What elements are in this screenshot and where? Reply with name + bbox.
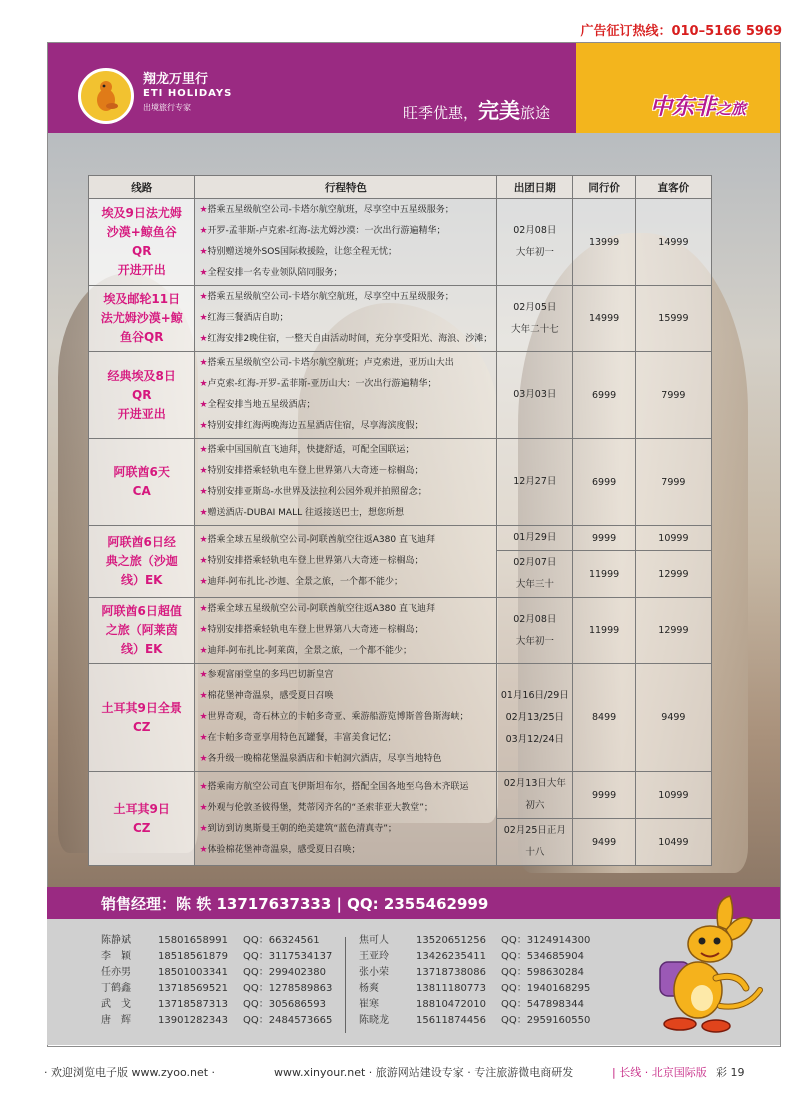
route-name-cell [89,598,195,664]
star-icon: ★ [199,625,208,635]
peer-price-cell: 6999 [573,439,635,526]
feature-item [199,530,492,551]
route-name-line: 埃及9日法尤姆 [101,206,182,220]
feature-text: 搭乘全球五星级航空公司-阿联酋航空往返A380 直飞迪拜 [207,604,435,614]
departure-date-line: 十八 [525,847,545,858]
feature-text: 迪拜-阿布扎比-沙迦、全景之旅，一个都不能少； [207,577,404,587]
departure-date-cell [497,439,573,526]
contact-name: 焦可人 [359,935,389,946]
star-icon: ★ [199,691,208,701]
departure-date-line: 大年初一 [515,247,554,258]
star-icon: ★ [199,508,208,518]
sales-manager-text: 销售经理：陈 轶 13717637333 | QQ: 2355462999 [101,895,489,913]
features-cell [195,439,497,526]
direct-price-cell: 12999 [635,551,711,598]
direct-price-cell: 14999 [635,199,711,286]
feature-text: 搭乘全球五星级航空公司-阿联酋航空往返A380 直飞迪拜 [207,535,435,545]
star-icon: ★ [199,604,208,614]
route-name-line: 经典埃及8日 [107,368,176,383]
contact-row [101,965,355,981]
route-name-cell [89,772,195,866]
feature-text: 特别安排搭乘轻轨电车登上世界第八大奇迹－棕榈岛； [207,466,424,476]
route-name-cell [89,286,195,352]
table-row [89,598,712,664]
region-title [650,90,746,121]
star-icon: ★ [199,247,208,257]
route-name-line: 沙漠+鲸鱼谷 [106,225,177,239]
feature-item [199,329,492,350]
peer-price-cell: 14999 [573,286,635,352]
feature-item [199,263,492,284]
feature-item [199,416,492,437]
feature-text: 搭乘五星级航空公司-卡塔尔航空航班；卢克索进，亚历山大出 [207,358,454,368]
feature-item [199,749,492,770]
star-icon: ★ [199,226,208,236]
feature-item [199,665,492,686]
contact-phone: 15801658991 [158,935,228,946]
feature-item [199,819,492,840]
star-icon: ★ [199,421,208,431]
brand-tagline: 出境旅行专家 [143,103,191,112]
table-row [89,439,712,526]
departure-date-cell [497,199,573,286]
departure-date-line: 大年三十 [515,579,554,590]
contact-phone: 13426235411 [416,951,486,962]
peer-price-cell: 6999 [573,352,635,439]
departure-date-line: 大年二十七 [511,323,559,335]
route-name-cell [89,526,195,598]
peer-price-cell: 9999 [573,526,635,551]
feature-item [199,798,492,819]
route-name-line: 阿联酋6日超值 [101,604,182,618]
departure-date-line: 01月29日 [513,532,557,543]
feature-text: 各升级一晚棉花堡温泉酒店和卡帕洞穴酒店，尽享当地特色 [207,754,442,764]
route-name-line: 阿联酋6天 [113,465,170,479]
departure-date-cell [497,286,573,352]
contact-qq: QQ：1940168295 [501,983,591,994]
feature-text: 体验棉花堡神奇温泉，感受夏日召唤； [207,844,361,855]
feature-item [199,777,492,798]
contact-phone: 13718587313 [158,999,228,1010]
departure-date-cell [497,664,573,772]
departure-date-line: 02月13日大年 [503,778,566,789]
contact-qq: QQ：299402380 [243,967,327,978]
route-name-line: CA [132,484,151,498]
contact-name: 陈晓龙 [359,1015,389,1026]
feature-item [199,395,492,416]
features-cell [195,664,497,772]
feature-item [199,221,492,242]
features-cell [195,526,497,598]
star-icon: ★ [199,646,208,656]
feature-item [199,503,492,524]
brand-name-en: ETI HOLIDAYS [143,88,233,99]
direct-price-cell: 9499 [635,664,711,772]
feature-text: 全程安排一名专业领队陪同服务； [207,268,343,278]
feature-text: 迪拜-阿布扎比-阿莱茵，全景之旅，一个都不能少； [207,646,413,656]
feature-text: 搭乘五星级航空公司-卡塔尔航空航班，尽享空中五星级服务； [207,292,454,302]
table-row [89,526,712,551]
table-row [89,352,712,439]
star-icon: ★ [199,466,208,476]
departure-date-cell [497,598,573,664]
feature-item [199,707,492,728]
contact-qq: QQ：3117534137 [243,951,333,962]
kangaroo-mascot-icon [598,886,774,1042]
feature-text: 特别安排红海两晚海边五星酒店住宿，尽享海滨度假； [207,421,424,431]
feature-text: 卢克索-红海-开罗-孟菲斯-亚历山大：一次出行游遍精华； [207,379,437,389]
feature-item [199,728,492,749]
footer-page-number: 彩 19 [716,1066,745,1079]
route-name-cell [89,199,195,286]
ad-hotline: 广告征订热线：010–5166 5969 [580,24,782,39]
route-name-line: CZ [132,820,151,835]
contact-phone: 18518561879 [158,951,228,962]
route-name-line: 线）EK [120,573,163,587]
route-name-line: 埃及邮轮11日 [103,292,181,306]
col-header-peer-price: 同行价 [573,176,635,199]
contact-row [101,997,355,1013]
departure-date-line: 12月27日 [513,476,557,487]
route-name-line: 土耳其9日 [113,801,170,816]
feature-text: 在卡帕多奇亚享用特色瓦罐餐，丰富美食记忆； [207,733,397,743]
contact-row [101,933,355,949]
contact-phone: 13520651256 [416,935,486,946]
feature-item [199,353,492,374]
brand-name-cn: 翔龙万里行 [143,72,209,87]
feature-item [199,242,492,263]
route-name-line: 线）EK [120,642,163,656]
contact-phone: 13901282343 [158,1015,228,1026]
feature-item [199,620,492,641]
route-table [88,175,712,866]
route-name-line: 鱼谷QR [120,330,164,344]
feature-item [199,461,492,482]
route-name-line: 阿联酋6日经 [107,535,176,549]
contact-divider [345,937,346,1033]
star-icon: ★ [199,400,208,410]
slogan-emphasis: 完美 [478,99,521,123]
contact-qq: QQ：3124914300 [501,935,591,946]
feature-item [199,551,492,572]
contact-name: 崔寒 [359,999,379,1010]
contact-name: 任亦男 [101,967,131,978]
feature-text: 开罗-孟菲斯-卢克索-红海-法尤姆沙漠：一次出行游遍精华； [207,226,446,236]
col-header-features: 行程特色 [195,176,497,199]
contact-qq: QQ：305686593 [243,999,327,1010]
contact-list-left [101,933,355,1029]
feature-item [199,287,492,308]
region-panel [576,43,780,133]
feature-text: 全程安排当地五星级酒店； [207,400,316,410]
departure-date-cell [497,352,573,439]
star-icon: ★ [199,205,208,215]
star-icon: ★ [199,334,208,344]
contact-phone: 18501003341 [158,967,228,978]
feature-text: 特别安排搭乘轻轨电车登上世界第八大奇迹－棕榈岛； [207,556,424,566]
departure-date-line: 01月16日/29日 [500,689,569,701]
peer-price-cell: 9999 [573,772,635,819]
contact-row [359,933,613,949]
star-icon: ★ [199,781,208,792]
footer-website-text[interactable]: www.xinyour.net · 旅游网站建设专家 · 专注旅游微电商研发 [274,1066,574,1079]
star-icon: ★ [199,292,208,302]
contact-name: 张小荣 [359,967,389,978]
feature-item [199,641,492,662]
features-cell [195,199,497,286]
departure-date-line: 02月07日 [513,557,557,568]
table-row [89,664,712,772]
departure-date-cell [497,551,573,598]
star-icon: ★ [199,712,208,722]
contact-row [101,949,355,965]
feature-item [199,686,492,707]
star-icon: ★ [199,670,208,680]
departure-date-cell [497,526,573,551]
feature-text: 赠送酒店-DUBAI MALL 往返接送巴士，想您所想 [207,508,404,518]
star-icon: ★ [199,823,208,834]
direct-price-cell: 10999 [635,526,711,551]
contact-phone: 13718738086 [416,967,486,978]
feature-text: 特别安排亚斯岛-水世界及法拉利公园外观并拍照留念； [207,487,427,497]
feature-item [199,374,492,395]
direct-price-cell: 12999 [635,598,711,664]
departure-date-line: 02月08日 [513,613,557,625]
peer-price-cell: 9499 [573,819,635,866]
star-icon: ★ [199,844,208,855]
star-icon: ★ [199,445,208,455]
route-name-line: 开进开出 [117,263,166,277]
contact-qq: QQ：2484573665 [243,1015,333,1026]
departure-date-line: 02月08日 [513,225,557,236]
departure-date-line: 02月25日正月 [503,825,566,836]
feature-item [199,599,492,620]
star-icon: ★ [199,358,208,368]
departure-date-line: 初六 [525,800,545,811]
col-header-route: 线路 [89,176,195,199]
route-name-line: CZ [132,719,151,734]
route-name-line: 土耳其9日全景 [101,700,182,715]
features-cell [195,352,497,439]
table-row [89,199,712,286]
star-icon: ★ [199,754,208,764]
contact-row [101,981,355,997]
contact-name: 王亚玲 [359,951,389,962]
feature-text: 世界奇观，奇石林立的卡帕多奇亚、乘游船游览博斯普鲁斯海峡； [207,712,469,722]
star-icon: ★ [199,379,208,389]
direct-price-cell: 10499 [635,819,711,866]
peer-price-cell: 11999 [573,551,635,598]
contact-name: 李 颖 [101,951,131,962]
contact-qq: QQ：534685904 [501,951,585,962]
star-icon: ★ [199,577,208,587]
table-header-row [89,176,712,199]
route-name-cell [89,439,195,526]
table-row [89,772,712,819]
footer-ebook-link[interactable]: · 欢迎浏览电子版 www.zyoo.net · [44,1066,216,1079]
contact-phone: 13718569521 [158,983,228,994]
feature-item [199,482,492,503]
contact-name: 武 戈 [101,999,131,1010]
feature-item [199,572,492,593]
region-main: 中东非 [649,95,716,120]
col-header-direct-price: 直客价 [635,176,711,199]
route-name-line: QR [132,387,152,402]
feature-item [199,440,492,461]
contact-row [359,949,613,965]
contact-phone: 15611874456 [416,1015,486,1026]
star-icon: ★ [199,535,208,545]
feature-text: 到访到访奥斯曼王朝的绝美建筑“蓝色清真寺”； [207,823,397,834]
contact-row [359,997,613,1013]
direct-price-cell: 7999 [635,352,711,439]
departure-date-cell [497,772,573,819]
contact-name: 唐 辉 [101,1015,131,1026]
star-icon: ★ [199,802,208,813]
footer-edition: | 长线 · 北京国际版 [612,1066,707,1079]
contact-row [359,981,613,997]
contact-qq: QQ：547898344 [501,999,585,1010]
feature-text: 参观富丽堂皇的多玛巴切新皇宫 [207,670,334,680]
region-suffix: 之旅 [715,100,746,118]
contact-name: 丁鹤鑫 [101,983,131,994]
route-name-line: QR [132,244,152,258]
slogan [403,95,550,125]
direct-price-cell: 15999 [635,286,711,352]
contact-qq: QQ：598630284 [501,967,585,978]
feature-text: 搭乘南方航空公司直飞伊斯坦布尔，搭配全国各地至乌鲁木齐联运 [207,781,469,792]
feature-text: 棉花堡神奇温泉，感受夏日召唤 [207,691,334,701]
table-row [89,286,712,352]
departure-date-cell [497,819,573,866]
contact-row [101,1013,355,1029]
star-icon: ★ [199,733,208,743]
features-cell [195,772,497,866]
contact-phone: 13811180773 [416,983,486,994]
contact-row [359,965,613,981]
departure-date-line: 03月12/24日 [505,733,565,745]
contact-row [359,1013,613,1029]
feature-text: 特别赠送境外SOS国际救援险，让您全程无忧； [207,247,398,257]
slogan-prefix: 旺季优惠， [403,104,479,122]
departure-date-line: 大年初一 [515,635,554,647]
contact-qq: QQ：1278589863 [243,983,333,994]
direct-price-cell: 7999 [635,439,711,526]
star-icon: ★ [199,556,208,566]
features-cell [195,598,497,664]
departure-date-line: 02月13/25日 [505,711,565,723]
route-name-line: 典之旅（沙迦 [105,554,178,568]
contact-name: 陈静斌 [101,935,131,946]
features-cell [195,286,497,352]
departure-date-line: 02月05日 [513,301,557,313]
route-name-cell [89,664,195,772]
contact-list-right [359,933,613,1029]
direct-price-cell: 10999 [635,772,711,819]
feature-item [199,200,492,221]
feature-item [199,308,492,329]
brand-logo-text [143,73,232,115]
feature-text: 红海安排2晚住宿，一整天自由活动时间，充分享受阳光、海浪、沙滩； [207,334,493,344]
feature-item [199,840,492,861]
star-icon: ★ [199,313,208,323]
table-body [89,199,712,866]
peer-price-cell: 11999 [573,598,635,664]
header-banner [48,43,780,133]
contact-qq: QQ：2959160550 [501,1015,591,1026]
peer-price-cell: 13999 [573,199,635,286]
departure-date-line: 03月03日 [513,389,557,400]
feature-text: 搭乘五星级航空公司-卡塔尔航空航班，尽享空中五星级服务； [207,205,454,215]
peer-price-cell: 8499 [573,664,635,772]
feature-text: 红海三餐酒店自助； [207,313,289,323]
col-header-date: 出团日期 [497,176,573,199]
route-name-cell [89,352,195,439]
kangaroo-logo-icon [78,68,134,124]
feature-text: 外观与伦敦圣彼得堡，梵蒂冈齐名的“圣索菲亚大教堂”； [207,802,433,813]
contact-qq: QQ：66324561 [243,935,320,946]
route-name-line: 开进亚出 [117,406,166,421]
slogan-suffix: 旅途 [520,104,551,122]
feature-text: 特别安排搭乘轻轨电车登上世界第八大奇迹－棕榈岛； [207,625,424,635]
contact-name: 杨爽 [359,983,379,994]
star-icon: ★ [199,268,208,278]
contact-phone: 18810472010 [416,999,486,1010]
route-name-line: 法尤姆沙漠+鲸 [100,311,183,325]
route-name-line: 之旅（阿莱茵 [105,623,178,637]
star-icon: ★ [199,487,208,497]
feature-text: 搭乘中国国航直飞迪拜，快捷舒适，可配全国联运； [207,445,415,455]
